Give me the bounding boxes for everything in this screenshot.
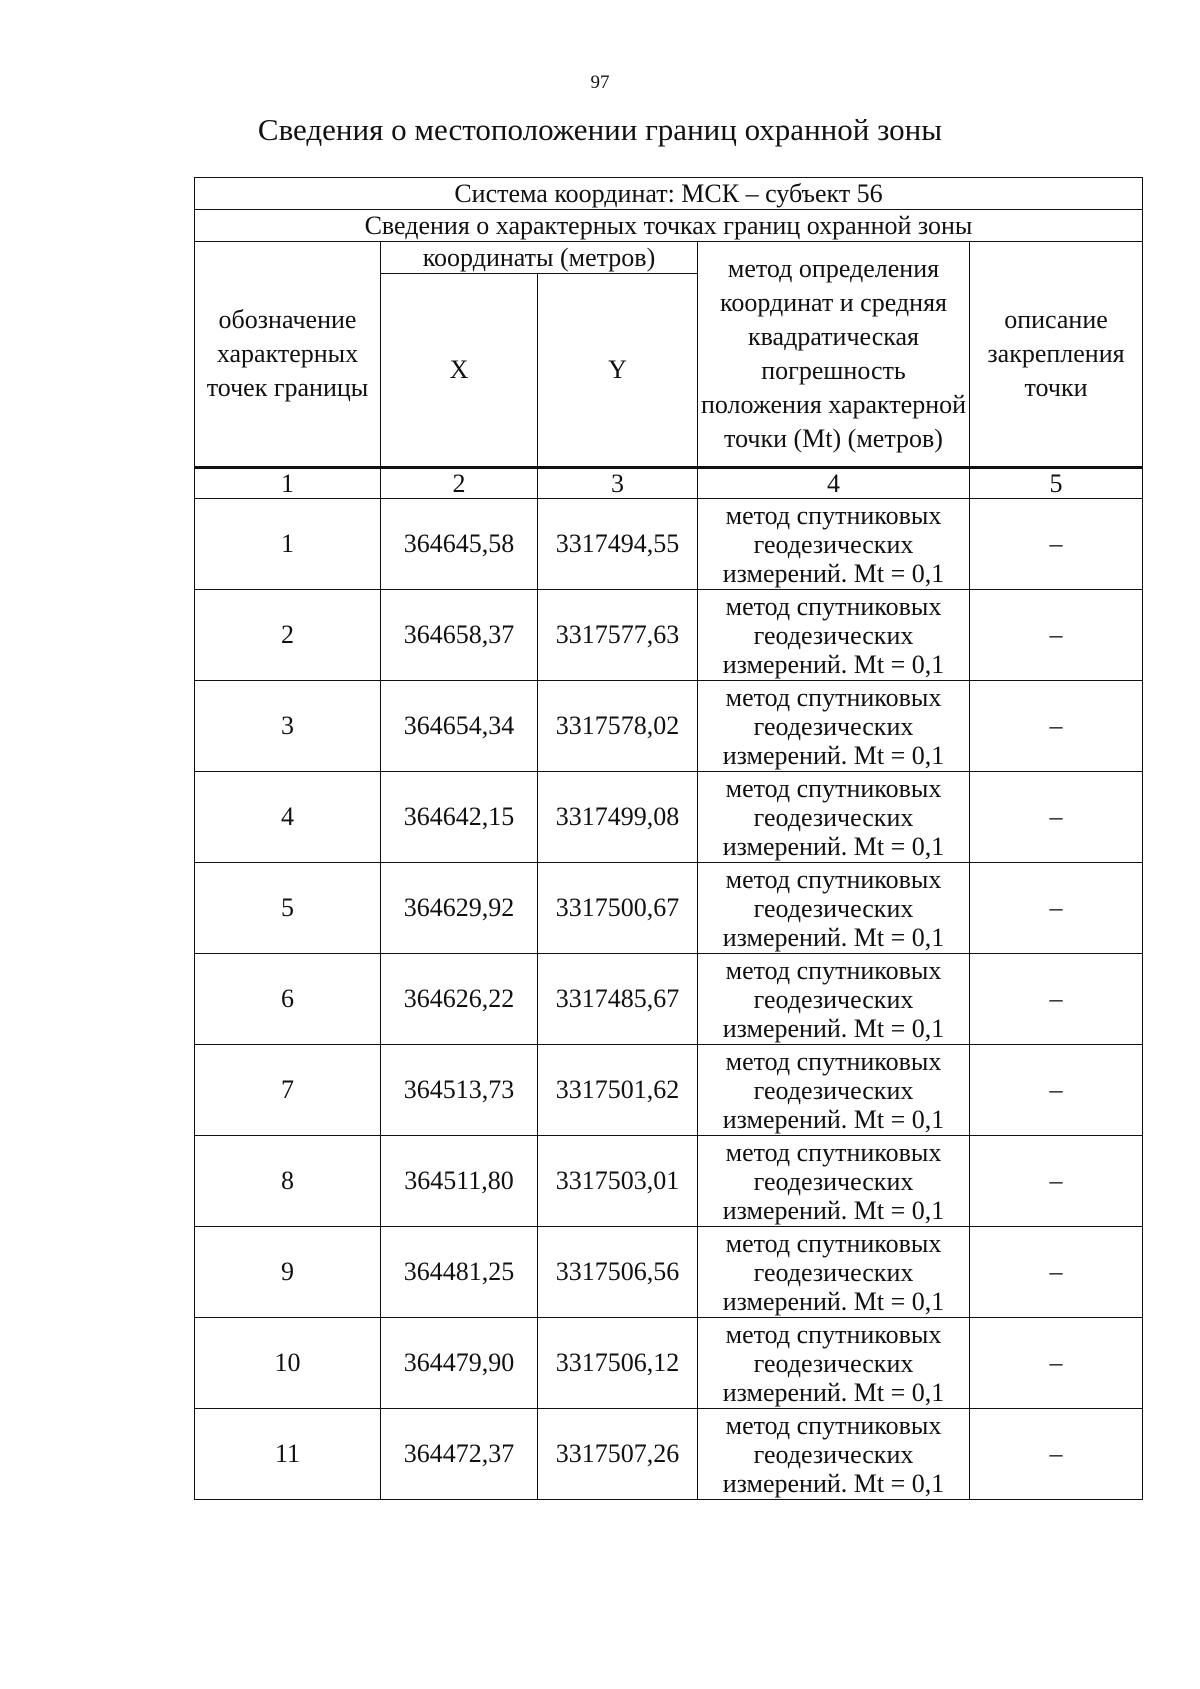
method-cell [698,863,970,954]
table-row [195,1227,1143,1318]
method-line: геодезических [753,893,914,923]
method-line: метод спутниковых [725,1228,942,1258]
description-cell: – [970,1136,1143,1227]
x-coordinate-cell: 364629,92 [381,863,538,954]
y-coordinate-cell: 3317485,67 [538,954,698,1045]
column-number: 1 [195,468,381,499]
method-cell [698,681,970,772]
table-row [195,590,1143,681]
x-coordinate-cell: 364654,34 [381,681,538,772]
method-line: метод спутниковых [725,682,942,712]
method-line: метод спутниковых [725,955,942,985]
y-coordinate-cell: 3317507,26 [538,1409,698,1500]
point-cell: 2 [195,590,381,681]
method-line: геодезических [753,1439,914,1469]
description-cell: – [970,772,1143,863]
document-title: Сведения о местоположении границ охранной зоны [257,112,943,147]
table-row [195,681,1143,772]
method-line: измерений. Mt = 0,1 [722,922,945,952]
page-number: 97 [590,72,610,93]
x-coordinate-cell: 364479,90 [381,1318,538,1409]
method-line: геодезических [753,1075,914,1105]
method-cell [698,1227,970,1318]
column-numbers-row [195,468,1143,499]
point-cell: 9 [195,1227,381,1318]
point-cell: 5 [195,863,381,954]
description-cell: – [970,1318,1143,1409]
method-line: измерений. Mt = 0,1 [722,1104,945,1134]
method-line: метод спутниковых [725,1137,942,1167]
description-cell: – [970,954,1143,1045]
method-line: измерений. Mt = 0,1 [722,1013,945,1043]
header-point-designation: обозначение характерных точек границы [195,242,381,468]
method-line: измерений. Mt = 0,1 [722,1195,945,1225]
description-cell: – [970,1227,1143,1318]
method-line: метод спутниковых [725,1319,942,1349]
section-title-row [195,210,1143,242]
method-line: геодезических [753,1257,914,1287]
header-description: описание закрепления точки [970,242,1143,468]
method-line: геодезических [753,711,914,741]
section-title: Сведения о характерных точках границ охранной зоны [195,210,1143,242]
method-cell [698,1136,970,1227]
method-cell [698,772,970,863]
method-line: метод спутниковых [725,591,942,621]
boundary-points-table [194,177,1143,1500]
method-line: метод спутниковых [725,1046,942,1076]
method-line: геодезических [753,1166,914,1196]
column-number: 4 [698,468,970,499]
description-cell: – [970,681,1143,772]
description-cell: – [970,863,1143,954]
point-cell: 4 [195,772,381,863]
x-coordinate-cell: 364642,15 [381,772,538,863]
method-cell [698,1409,970,1500]
x-coordinate-cell: 364511,80 [381,1136,538,1227]
method-line: геодезических [753,1348,914,1378]
method-line: геодезических [753,802,914,832]
point-cell: 11 [195,1409,381,1500]
column-number: 2 [381,468,538,499]
table-row [195,1136,1143,1227]
method-line: измерений. Mt = 0,1 [722,740,945,770]
y-coordinate-cell: 3317499,08 [538,772,698,863]
method-line: измерений. Mt = 0,1 [722,1468,945,1498]
x-coordinate-cell: 364645,58 [381,499,538,590]
method-line: измерений. Mt = 0,1 [722,558,945,588]
method-line: геодезических [753,529,914,559]
table-row [195,954,1143,1045]
method-line: геодезических [753,620,914,650]
table-row [195,1409,1143,1500]
y-coordinate-cell: 3317501,62 [538,1045,698,1136]
coordinate-system-row [195,178,1143,210]
header-row-1 [195,242,1143,274]
table-row [195,1045,1143,1136]
method-line: метод спутниковых [725,773,942,803]
coordinate-system-label: Система координат: МСК – субъект 56 [195,178,1143,210]
header-coordinates: координаты (метров) [381,242,698,274]
method-line: измерений. Mt = 0,1 [722,1377,945,1407]
x-coordinate-cell: 364472,37 [381,1409,538,1500]
method-line: измерений. Mt = 0,1 [722,1286,945,1316]
x-coordinate-cell: 364626,22 [381,954,538,1045]
table-row [195,1318,1143,1409]
point-cell: 8 [195,1136,381,1227]
table-row [195,499,1143,590]
point-cell: 10 [195,1318,381,1409]
y-coordinate-cell: 3317506,56 [538,1227,698,1318]
method-line: метод спутниковых [725,864,942,894]
method-cell [698,590,970,681]
method-cell [698,1318,970,1409]
description-cell: – [970,499,1143,590]
header-y: Y [538,274,698,468]
x-coordinate-cell: 364513,73 [381,1045,538,1136]
description-cell: – [970,590,1143,681]
method-cell [698,1045,970,1136]
x-coordinate-cell: 364481,25 [381,1227,538,1318]
y-coordinate-cell: 3317506,12 [538,1318,698,1409]
y-coordinate-cell: 3317578,02 [538,681,698,772]
method-line: метод спутниковых [725,1410,942,1440]
table-row [195,863,1143,954]
point-cell: 3 [195,681,381,772]
method-line: измерений. Mt = 0,1 [722,831,945,861]
description-cell: – [970,1045,1143,1136]
point-cell: 7 [195,1045,381,1136]
column-number: 5 [970,468,1143,499]
y-coordinate-cell: 3317500,67 [538,863,698,954]
method-line: метод спутниковых [725,500,942,530]
point-cell: 1 [195,499,381,590]
method-line: измерений. Mt = 0,1 [722,649,945,679]
x-coordinate-cell: 364658,37 [381,590,538,681]
method-cell [698,954,970,1045]
method-cell [698,499,970,590]
y-coordinate-cell: 3317503,01 [538,1136,698,1227]
header-x: X [381,274,538,468]
header-method: метод определения координат и средняя квадратическая погрешность положения характерной точки (Mt) (метров) [698,242,970,468]
column-number: 3 [538,468,698,499]
table-row [195,772,1143,863]
y-coordinate-cell: 3317494,55 [538,499,698,590]
y-coordinate-cell: 3317577,63 [538,590,698,681]
description-cell: – [970,1409,1143,1500]
method-line: геодезических [753,984,914,1014]
point-cell: 6 [195,954,381,1045]
